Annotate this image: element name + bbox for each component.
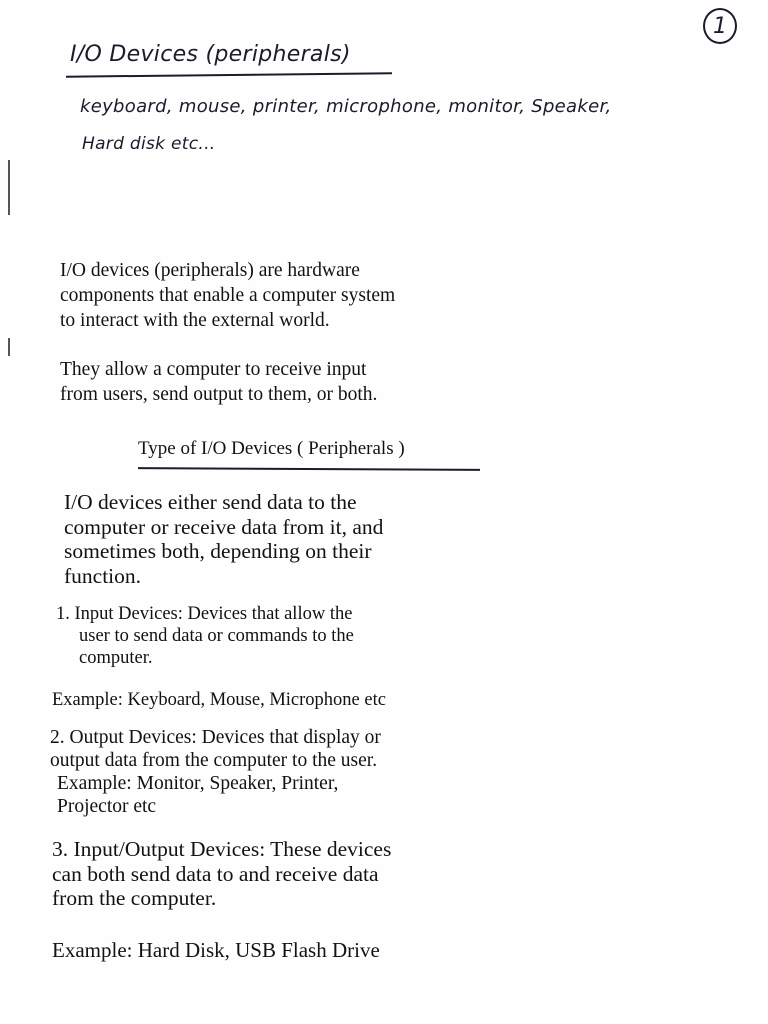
input-output-devices-example: Example: Hard Disk, USB Flash Drive	[52, 938, 380, 962]
output-devices-item	[50, 726, 381, 818]
text-line: Projector etc	[57, 796, 157, 817]
section-heading: Type of I/O Devices ( Peripherals )	[138, 438, 405, 459]
heading-underline	[138, 467, 480, 471]
title-underline	[66, 72, 392, 77]
text-line: user to send data or commands to the	[79, 626, 354, 646]
text-line: from users, send output to them, or both.	[60, 384, 378, 405]
input-output-devices-item	[52, 837, 391, 911]
text-line: I/O devices (peripherals) are hardware	[60, 260, 360, 281]
text-line: computer or receive data from it, and	[64, 514, 384, 539]
input-devices-item	[56, 603, 354, 669]
margin-mark	[8, 338, 10, 356]
page-number-text: 1	[713, 13, 727, 39]
handwritten-device-list-continued: Hard disk etc...	[82, 134, 216, 154]
intro-paragraph-2	[60, 357, 377, 407]
text-line: 1. Input Devices: Devices that allow the	[56, 604, 353, 624]
text-line: 3. Input/Output Devices: These devices	[52, 837, 392, 861]
text-line: Example: Monitor, Speaker, Printer,	[57, 773, 339, 794]
text-line: sometimes both, depending on their	[64, 539, 372, 563]
text-line: function.	[64, 563, 142, 588]
text-line: components that enable a computer system	[60, 285, 396, 306]
text-line: I/O devices either send data to the	[64, 490, 357, 514]
intro-paragraph-1	[60, 258, 395, 333]
text-line: can both send data to and receive data	[52, 861, 379, 886]
section-paragraph	[64, 490, 383, 588]
text-line: computer.	[79, 648, 153, 668]
page-number	[703, 8, 737, 44]
handwritten-device-list: keyboard, mouse, printer, microphone, monitor, Speaker,	[80, 96, 612, 117]
handwritten-title: I/O Devices (peripherals)	[70, 42, 351, 67]
text-line: output data from the computer to the user.	[50, 750, 378, 771]
text-line: 2. Output Devices: Devices that display or	[50, 727, 381, 748]
text-line: to interact with the external world.	[60, 310, 330, 331]
input-devices-example: Example: Keyboard, Mouse, Microphone etc	[52, 690, 386, 710]
margin-mark	[8, 160, 10, 215]
text-line: They allow a computer to receive input	[60, 359, 367, 380]
text-line: from the computer.	[52, 886, 217, 910]
